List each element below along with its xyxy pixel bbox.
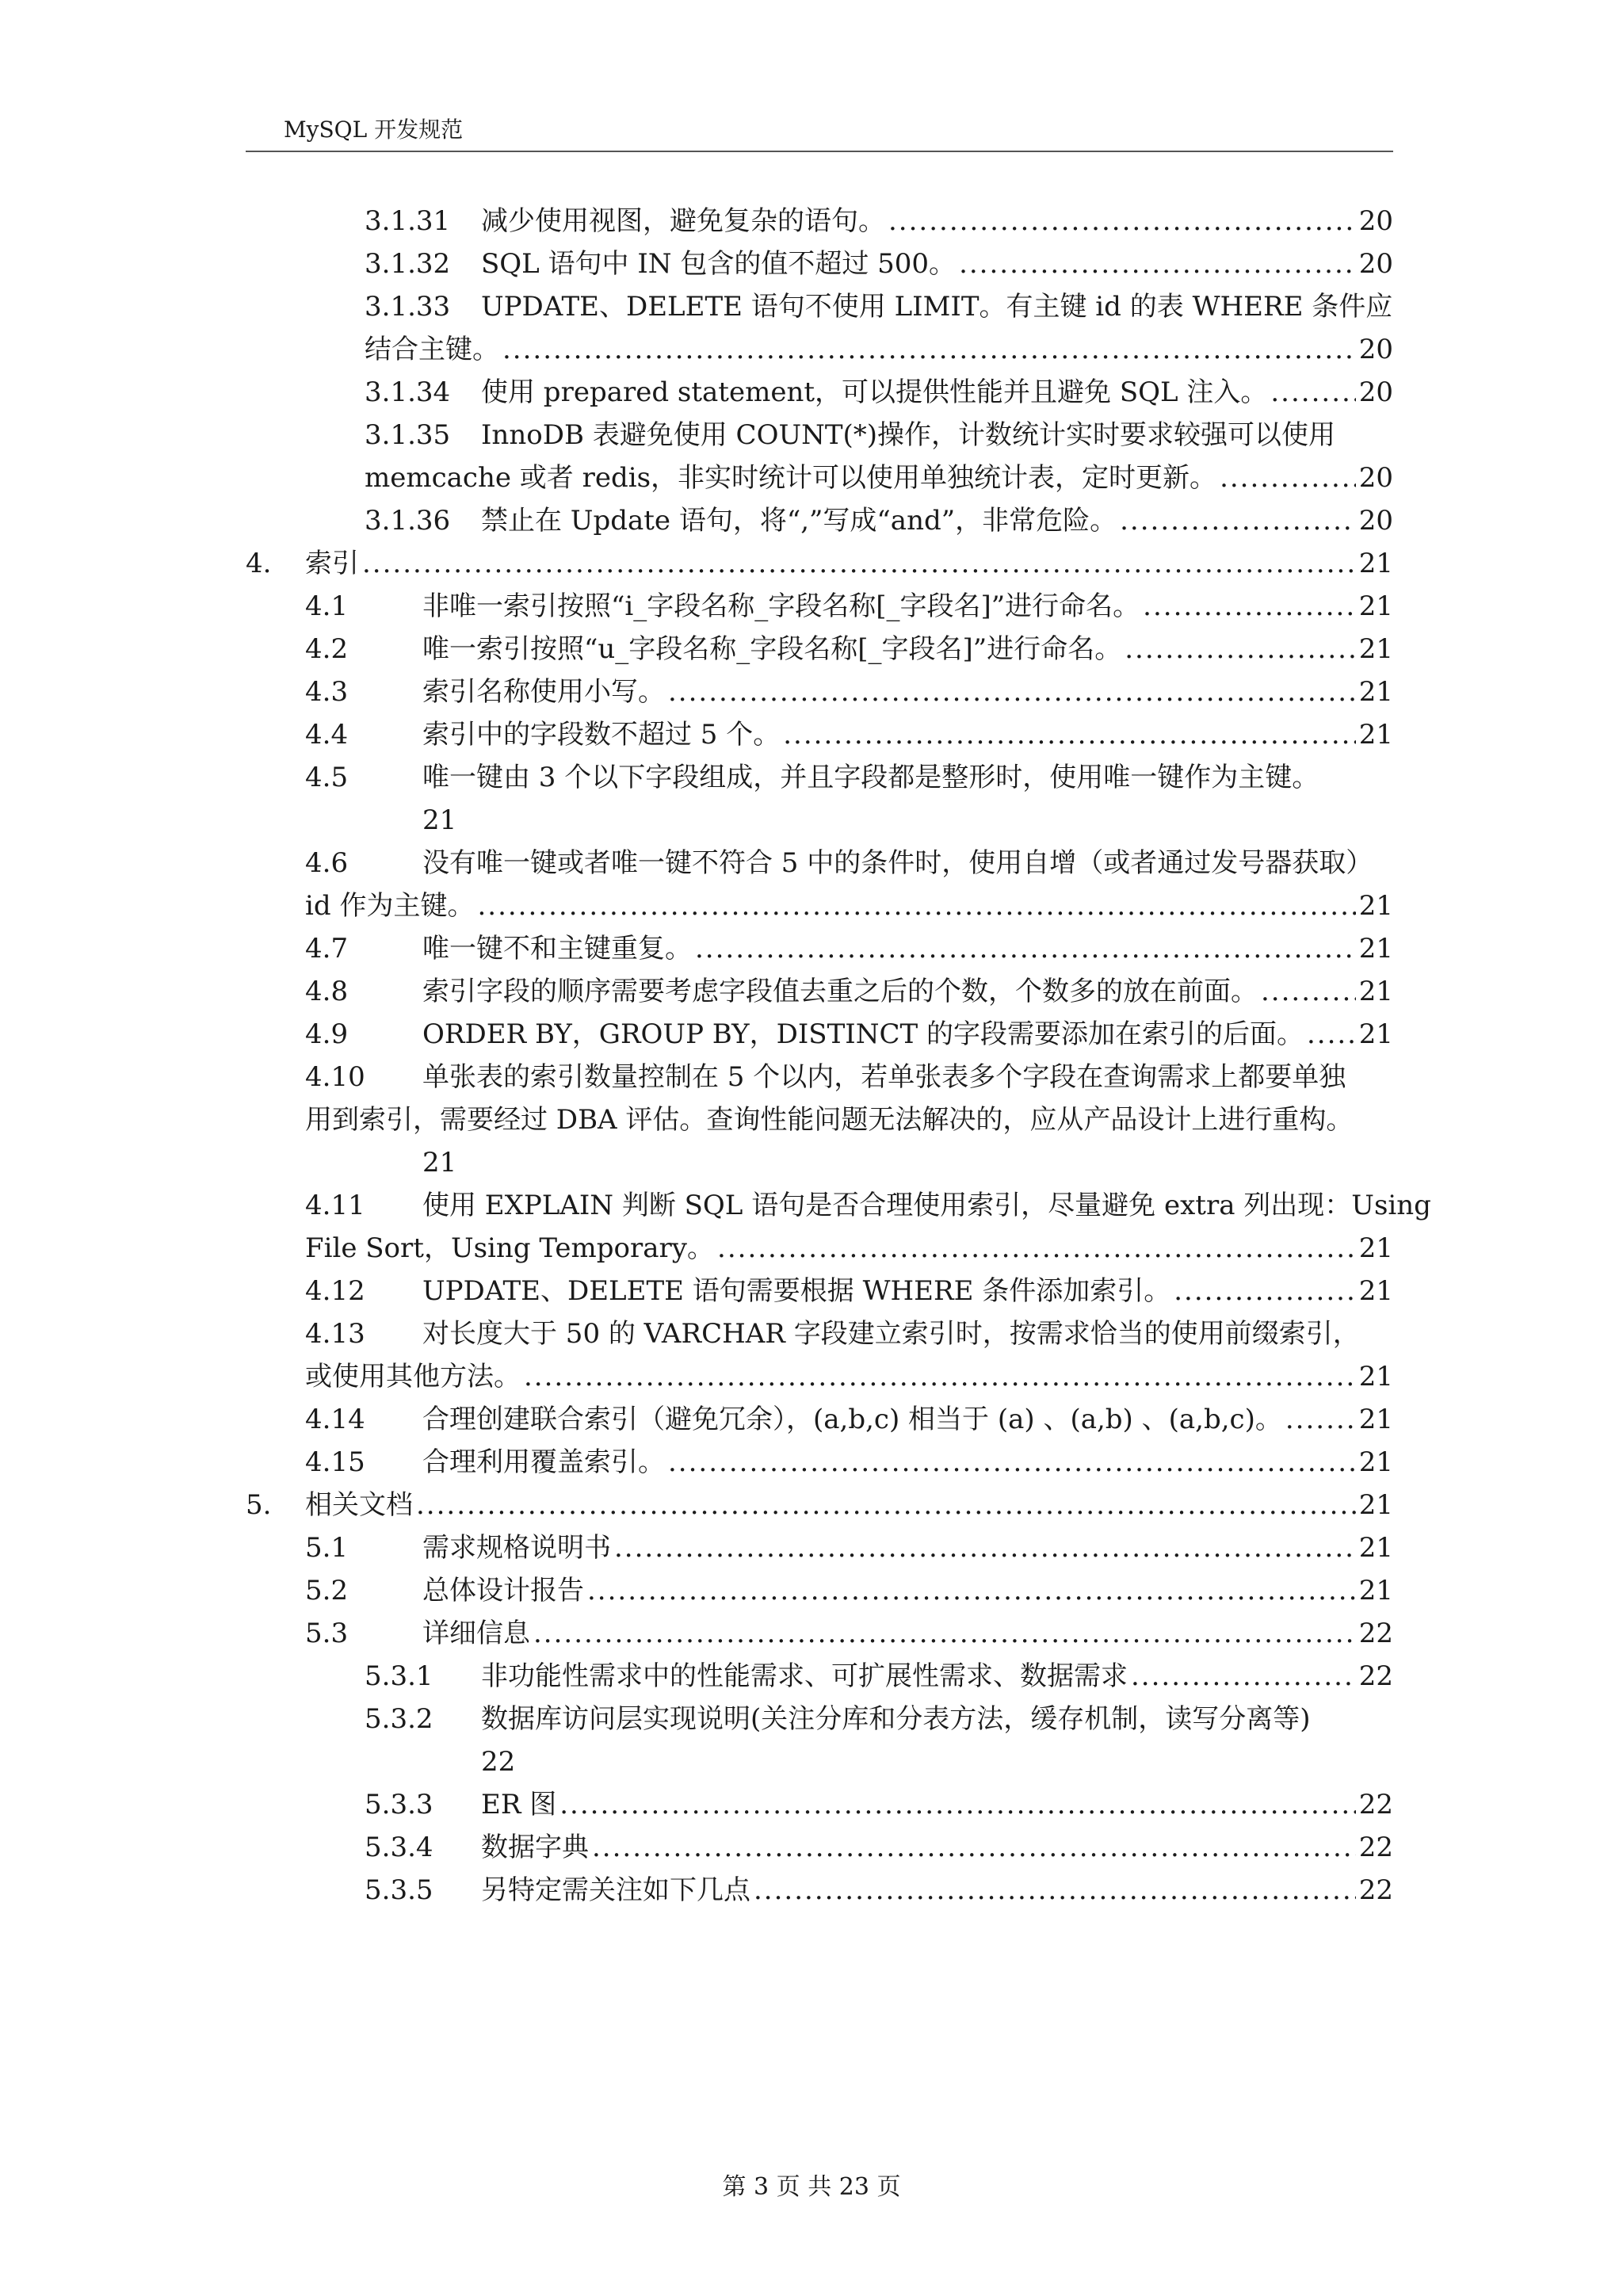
toc-number: 5. [246,1489,272,1521]
toc-title: InnoDB 表避免使用 COUNT(*)操作，计数统计实时要求较强可以使用 [481,419,1336,451]
toc-page-number: 22 [1358,1618,1393,1649]
dot-leader [783,713,1355,756]
toc-title: SQL 语句中 IN 包含的值不超过 500。 [481,248,957,280]
toc-page-number: 21 [422,1147,457,1179]
dot-leader [1285,1398,1356,1441]
toc-title: 非功能性需求中的性能需求、可扩展性需求、数据需求 [481,1660,1128,1692]
toc-number: 4.9 [305,1018,349,1050]
toc-title: 索引中的字段数不超过 5 个。 [422,719,781,751]
dot-leader [592,1826,1356,1869]
dot-leader [1131,1655,1356,1698]
toc-number: 4.11 [305,1190,365,1221]
dot-leader [1270,371,1355,414]
dot-leader [362,542,1356,585]
toc-title: 减少使用视图，避免复杂的语句。 [481,205,885,237]
toc-title: 相关文档 [305,1489,413,1521]
toc-title: File Sort，Using Temporary。 [305,1232,715,1264]
toc-page-number: 21 [1358,590,1393,622]
dot-leader [1143,585,1356,628]
dot-leader [717,1227,1356,1270]
toc-page-number: 22 [1358,1832,1393,1863]
dot-leader [416,1484,1356,1526]
toc-title: UPDATE、DELETE 语句需要根据 WHERE 条件添加索引。 [422,1275,1171,1307]
dot-leader [1220,457,1356,499]
toc-title: ORDER BY，GROUP BY，DISTINCT 的字段需要添加在索引的后面。 [422,1018,1304,1050]
toc-number: 4.8 [305,976,349,1007]
dot-leader [1174,1270,1356,1312]
dot-leader [614,1526,1356,1569]
toc-title: 另特定需关注如下几点 [481,1874,750,1906]
toc-page-number: 21 [422,804,457,836]
toc-number: 4.10 [305,1061,365,1093]
toc-number: 5.2 [305,1575,349,1606]
toc-number: 5.3 [305,1618,349,1649]
toc-title: memcache 或者 redis，非实时统计可以使用单独统计表，定时更新。 [365,462,1217,494]
toc-number: 3.1.32 [365,248,451,280]
toc-title: 单张表的索引数量控制在 5 个以内，若单张表多个字段在查询需求上都要单独 [422,1061,1346,1093]
toc-number: 3.1.33 [365,291,451,323]
dot-leader [754,1869,1356,1912]
toc-number: 4.15 [305,1446,365,1478]
header-title: MySQL 开发规范 [284,117,464,143]
toc-number: 4.6 [305,847,349,879]
dot-leader [524,1355,1356,1398]
toc-title: 唯一键不和主键重复。 [422,933,692,965]
toc-title: 唯一索引按照“u_字段名称_字段名称[_字段名]”进行命名。 [422,633,1122,665]
dot-leader [1120,499,1356,542]
toc-page-number: 21 [1358,719,1393,751]
toc-title: ER 图 [481,1789,557,1820]
toc-page-number: 20 [1358,334,1393,365]
toc-title: 非唯一索引按照“i_字段名称_字段名称[_字段名]”进行命名。 [422,590,1140,622]
toc-title: 唯一键由 3 个以下字段组成，并且字段都是整形时，使用唯一键作为主键。 [422,762,1319,793]
toc-page-number: 21 [1358,548,1393,579]
toc-number: 4.3 [305,676,349,708]
toc-number: 3.1.31 [365,205,451,237]
toc-title: 详细信息 [422,1618,530,1649]
toc-page-number: 21 [1358,1404,1393,1435]
toc-page-number: 21 [1358,1489,1393,1521]
toc-title: 对长度大于 50 的 VARCHAR 字段建立索引时，按需求恰当的使用前缀索引， [422,1318,1360,1350]
toc-title: 使用 prepared statement，可以提供性能并且避免 SQL 注入。 [481,376,1268,408]
toc-number: 3.1.35 [365,419,451,451]
toc-page-number: 21 [1358,1232,1393,1264]
toc-number: 4.14 [305,1404,365,1435]
toc-number: 4. [246,548,272,579]
toc-page-number: 22 [1358,1789,1393,1820]
dot-leader [1307,1013,1356,1056]
toc-number: 4.4 [305,719,349,751]
toc-title: 总体设计报告 [422,1575,584,1606]
dot-leader [668,670,1356,713]
toc-number: 4.2 [305,633,349,665]
dot-leader [502,328,1356,371]
toc-title: 需求规格说明书 [422,1532,611,1564]
dot-leader [1261,970,1356,1013]
dot-leader [888,200,1356,243]
toc-number: 4.7 [305,933,349,965]
toc-number: 5.3.1 [365,1660,433,1692]
toc-page-number: 21 [1358,890,1393,922]
toc-page-number: 20 [1358,376,1393,408]
toc-number: 4.12 [305,1275,365,1307]
toc-page-number: 21 [1358,1018,1393,1050]
toc-title: 合理创建联合索引（避免冗余），(a,b,c) 相当于 (a) 、(a,b) 、(a,b,c)。 [422,1404,1282,1435]
toc-number: 4.5 [305,762,349,793]
toc-title: 没有唯一键或者唯一键不符合 5 中的条件时，使用自增（或者通过发号器获取） [422,847,1373,879]
toc-title: 索引名称使用小写。 [422,676,665,708]
toc-page-number: 20 [1358,505,1393,537]
dot-leader [533,1612,1356,1655]
toc-number: 5.3.4 [365,1832,433,1863]
toc-title: UPDATE、DELETE 语句不使用 LIMIT。有主键 id 的表 WHERE 条件应 [481,291,1393,323]
toc-title: id 作为主键。 [305,890,475,922]
toc-title: 索引 [305,548,359,579]
toc-page-number: 21 [1358,933,1393,965]
dot-leader [477,884,1355,927]
dot-leader [668,1441,1356,1484]
toc-title: 使用 EXPLAIN 判断 SQL 语句是否合理使用索引，尽量避免 extra 列出现：Using [422,1190,1431,1221]
toc-title: 用到索引，需要经过 DBA 评估。查询性能问题无法解决的，应从产品设计上进行重构。 [305,1104,1354,1136]
toc-number: 3.1.36 [365,505,451,537]
toc-page-number: 20 [1358,205,1393,237]
toc-number: 4.1 [305,590,349,622]
dot-leader [559,1783,1356,1826]
toc-page-number: 22 [1358,1874,1393,1906]
toc-page-number: 21 [1358,676,1393,708]
toc-number: 5.3.3 [365,1789,433,1820]
toc-number: 3.1.34 [365,376,451,408]
toc-number: 5.1 [305,1532,349,1564]
toc-page-number: 21 [1358,1532,1393,1564]
toc-number: 5.3.5 [365,1874,433,1906]
toc-page-number: 21 [1358,1575,1393,1606]
toc-page-number: 22 [481,1746,516,1778]
toc-number: 5.3.2 [365,1703,433,1735]
toc-title: 数据库访问层实现说明(关注分库和分表方法，缓存机制，读写分离等) [481,1703,1311,1735]
toc-page-number: 20 [1358,462,1393,494]
toc-page-number: 22 [1358,1660,1393,1692]
dot-leader [959,243,1356,285]
toc-title: 或使用其他方法。 [305,1361,521,1392]
toc-page-number: 21 [1358,1361,1393,1392]
dot-leader [1125,628,1356,670]
toc-title: 数据字典 [481,1832,589,1863]
toc-page-number: 21 [1358,633,1393,665]
dot-leader [587,1569,1356,1612]
dot-leader [695,927,1356,970]
toc-title: 合理利用覆盖索引。 [422,1446,665,1478]
toc-page-number: 20 [1358,248,1393,280]
toc-page-number: 21 [1358,976,1393,1007]
page-footer: 第 3 页 共 23 页 [722,2173,901,2201]
toc-page-number: 21 [1358,1275,1393,1307]
toc-page-number: 21 [1358,1446,1393,1478]
toc-number: 4.13 [305,1318,365,1350]
toc-title: 索引字段的顺序需要考虑字段值去重之后的个数，个数多的放在前面。 [422,976,1258,1007]
toc-title: 结合主键。 [365,334,499,365]
toc-title: 禁止在 Update 语句，将“,”写成“and”，非常危险。 [481,505,1117,537]
